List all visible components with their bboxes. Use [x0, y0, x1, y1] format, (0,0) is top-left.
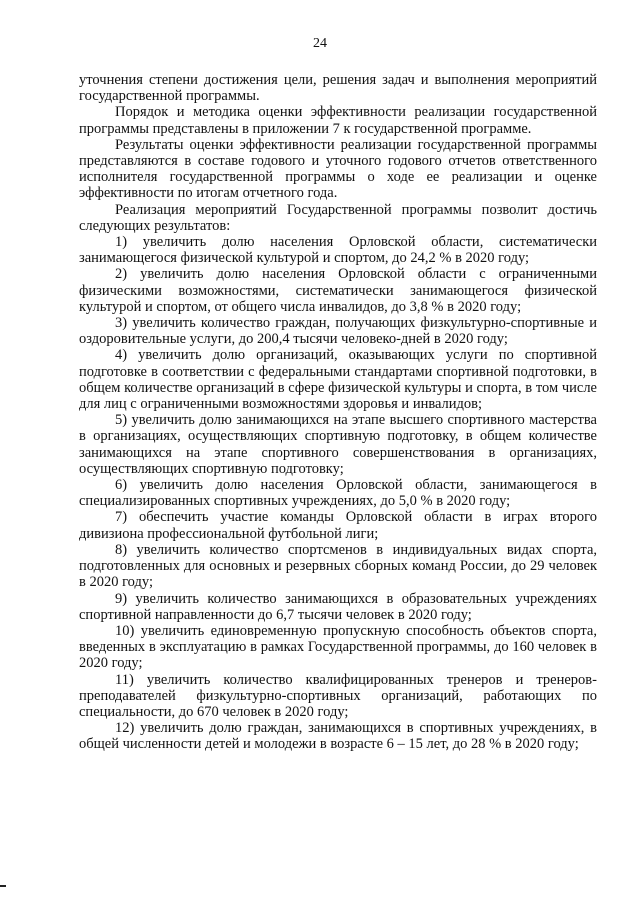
result-item-6: 6) увеличить долю населения Орловской области, занимающегося в специализированных спортивных учреждениях, до 5,0 % в 2020 году;: [79, 477, 597, 510]
result-item-7: 7) обеспечить участие команды Орловской области в играх второго дивизиона профессиональной футбольной лиги;: [79, 509, 597, 542]
result-item-2: 2) увеличить долю населения Орловской области с ограниченными физическими возможностями, систематически занимающегося физической культурой и спортом, от общего числа инвалидов, до 3,8 % в 2020 году;: [79, 266, 597, 315]
result-item-4: 4) увеличить долю организаций, оказывающих услуги по спортивной подготовке в соответствии с федеральными стандартами спортивной подготовки, в общем количестве организаций в сфере физической культуры и спорта, в том числе для лиц с ограниченными возможностями здоровья и инвалидов;: [79, 347, 597, 413]
result-item-5: 5) увеличить долю занимающихся на этапе высшего спортивного мастерства в организациях, осуществляющих спортивную подготовку, в общем количестве занимающихся на этапе спортивного совершенствования в организациях, осуществляющих спортивную подготовку;: [79, 412, 597, 477]
paragraph-continuation: уточнения степени достижения цели, решения задач и выполнения мероприятий государственной программы.: [79, 72, 597, 105]
paragraph-evaluation-method: Порядок и методика оценки эффективности реализации государственной программы представлены в приложении 7 к государственной программе.: [79, 104, 597, 137]
document-body: [79, 72, 597, 753]
result-item-8: 8) увеличить количество спортсменов в индивидуальных видах спорта, подготовленных для основных и резервных сборных команд России, до 29 человек в 2020 году;: [79, 541, 597, 591]
result-item-3: 3) увеличить количество граждан, получающих физкультурно-спортивные и оздоровительные услуги, до 200,4 тысячи человеко-дней в 2020 году;: [79, 315, 597, 348]
result-item-9: 9) увеличить количество занимающихся в образовательных учреждениях спортивной направленности до 6,7 тысячи человек в 2020 году;: [79, 590, 597, 623]
result-item-11: 11) увеличить количество квалифицированных тренеров и тренеров-преподавателей физкультурно-спортивных организаций, работающих по специальности, до 670 человек в 2020 году;: [79, 671, 597, 720]
paragraph-evaluation-results: Результаты оценки эффективности реализации государственной программы представляются в составе годового и уточного годового отчетов ответственного исполнителя государственной программы о ходе ее реализации и оценке эффективности по итогам отчетного года.: [79, 136, 597, 202]
result-item-1: 1) увеличить долю населения Орловской области, систематически занимающегося физической культурой и спортом, до 24,2 % в 2020 году;: [79, 234, 597, 267]
result-item-10: 10) увеличить единовременную пропускную способность объектов спорта, введенных в эксплуатацию в рамках Государственной программы, до 160 человек в 2020 году;: [79, 622, 597, 672]
result-item-12: 12) увеличить долю граждан, занимающихся в спортивных учреждениях, в общей численности детей и молодежи в возрасте 6 – 15 лет, до 28 % в 2020 году;: [79, 720, 597, 753]
paragraph-results-intro: Реализация мероприятий Государственной программы позволит достичь следующих результатов:: [79, 201, 597, 234]
scan-edge-mark: [0, 885, 6, 887]
page-number: 24: [313, 36, 327, 51]
